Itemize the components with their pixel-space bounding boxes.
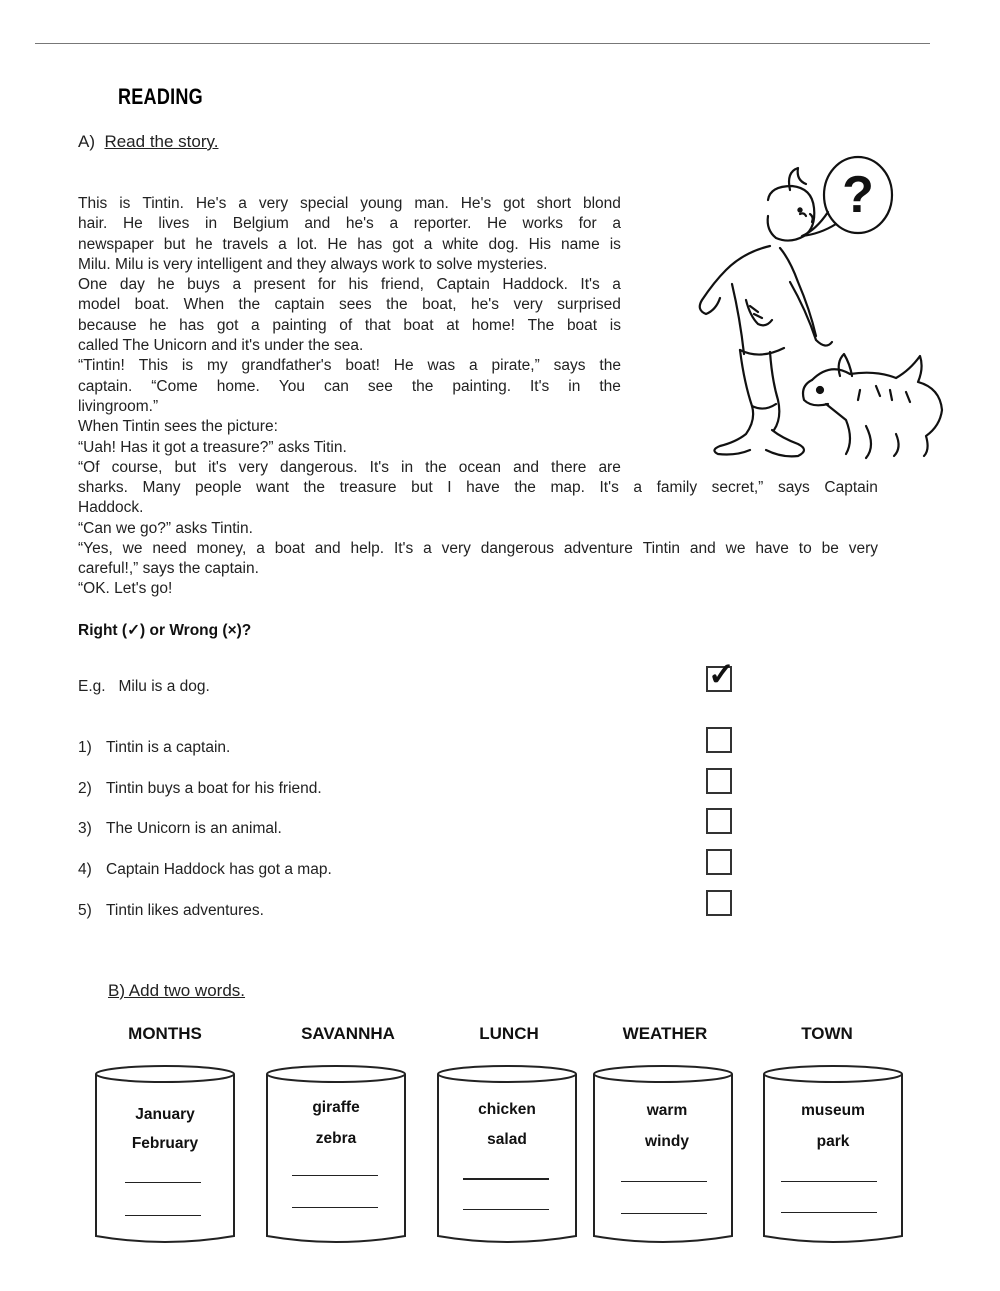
answer-blank[interactable] (125, 1215, 201, 1216)
question-text: Captain Haddock has got a map. (106, 861, 332, 878)
story-line: sharks. Many people want the treasure but I have the map. It's a family secret,” says Captain (78, 479, 878, 496)
question-row (78, 861, 332, 879)
word-container-months (95, 1064, 235, 1246)
example-checkbox[interactable] (706, 656, 735, 692)
answer-checkbox-1[interactable] (706, 727, 732, 753)
answer-blank[interactable] (292, 1175, 378, 1176)
container-outline (95, 1064, 235, 1246)
answer-blank[interactable] (463, 1209, 549, 1210)
question-text: Tintin is a captain. (106, 739, 231, 756)
container-outline (763, 1064, 903, 1246)
given-word: salad (487, 1131, 527, 1148)
right-wrong-title: Right (✓) or Wrong (×)? (78, 622, 252, 639)
answer-blank[interactable] (781, 1212, 877, 1213)
question-mark-icon: ? (842, 166, 874, 224)
container-outline (437, 1064, 577, 1246)
story-line: When Tintin sees the picture: (78, 418, 278, 436)
given-word: zebra (315, 1130, 357, 1147)
section-a-instruction (78, 132, 218, 152)
word-container-lunch (437, 1064, 577, 1246)
example-text: Milu is a dog. (118, 678, 210, 695)
story-line: Haddock. (78, 499, 144, 517)
answer-checkbox-3[interactable] (706, 808, 732, 834)
story-line: livingroom.” (78, 397, 159, 415)
question-number: 4) (78, 861, 92, 878)
question-number: 3) (78, 820, 92, 837)
story-line: because he has got a painting of that boat at home! The boat is (78, 316, 621, 334)
story-line: “Tintin! This is my grandfather's boat! He was a pirate,” says the (78, 357, 621, 375)
word-container-savannha (266, 1064, 406, 1246)
word-container-town (763, 1064, 903, 1246)
given-word: chicken (478, 1101, 536, 1118)
story-line: captain. “Come home. You can see the painting. It's in the (78, 377, 621, 395)
example-label: E.g. (78, 678, 106, 695)
category-title-town: TOWN (801, 1024, 853, 1043)
answer-blank[interactable] (292, 1207, 378, 1208)
category-title-months: MONTHS (128, 1024, 202, 1043)
category-title-lunch: LUNCH (479, 1024, 539, 1043)
given-word: February (131, 1135, 199, 1152)
question-row (78, 780, 322, 798)
answer-blank[interactable] (781, 1181, 877, 1182)
story-line: called The Unicorn and it's under the sea. (78, 337, 364, 355)
word-container-weather (593, 1064, 733, 1246)
given-word: park (816, 1133, 850, 1150)
given-word: January (135, 1106, 195, 1123)
question-number: 2) (78, 780, 92, 797)
tintin-illustration (640, 150, 950, 470)
story-line: hair. He lives in Belgium and he's a reporter. He works for a (78, 215, 621, 233)
question-row (78, 820, 282, 838)
story-line: model boat. When the captain sees the boat, he's very surprised (78, 296, 621, 314)
section-a-text: Read the story. (104, 132, 219, 151)
answer-checkbox-2[interactable] (706, 768, 732, 794)
story-line: This is Tintin. He's a very special young man. He's got short blond (78, 195, 621, 212)
story-line: “Of course, but it's very dangerous. It's in the ocean and there are (78, 458, 621, 476)
question-text: Tintin buys a boat for his friend. (106, 780, 322, 797)
story-line: One day he buys a present for his friend, Captain Haddock. It's a (78, 276, 621, 294)
story-line: “Yes, we need money, a boat and help. It's a very dangerous adventure Tintin and we have to be very (78, 539, 878, 557)
given-word: giraffe (312, 1099, 360, 1116)
question-row (78, 902, 264, 920)
question-row (78, 739, 230, 757)
section-a-letter: A) (78, 132, 95, 151)
section-b-instruction: B) Add two words. (108, 981, 246, 1000)
story-line: “OK. Let's go! (78, 580, 173, 598)
page-title: READING (118, 84, 203, 109)
story-line: Milu. Milu is very intelligent and they always work to solve mysteries. (78, 255, 548, 273)
container-outline (266, 1064, 406, 1246)
question-text: Tintin likes adventures. (106, 902, 264, 919)
answer-blank[interactable] (463, 1178, 549, 1180)
answer-blank[interactable] (621, 1181, 707, 1182)
container-outline (593, 1064, 733, 1246)
story-line: careful!,” says the captain. (78, 560, 259, 578)
category-title-savannha: SAVANNHA (301, 1024, 395, 1043)
question-text: The Unicorn is an animal. (106, 820, 282, 837)
question-number: 5) (78, 902, 92, 919)
given-word: windy (645, 1133, 689, 1150)
story-line: newspaper but he travels a lot. He has got a white dog. His name is (78, 235, 621, 253)
answer-checkbox-4[interactable] (706, 849, 732, 875)
story-line: “Uah! Has it got a treasure?” asks Titin. (78, 438, 347, 456)
check-icon: ✓ (708, 656, 735, 692)
story-line: “Can we go?” asks Tintin. (78, 519, 253, 537)
answer-checkbox-5[interactable] (706, 890, 732, 916)
top-rule (35, 43, 930, 44)
given-word: museum (801, 1102, 865, 1119)
category-title-weather: WEATHER (622, 1024, 708, 1043)
answer-blank[interactable] (621, 1213, 707, 1214)
question-number: 1) (78, 739, 92, 756)
story-text-narrow (78, 194, 621, 478)
story-text-wide (78, 478, 878, 600)
example-row (78, 678, 210, 696)
answer-blank[interactable] (125, 1182, 201, 1183)
given-word: warm (646, 1102, 688, 1119)
